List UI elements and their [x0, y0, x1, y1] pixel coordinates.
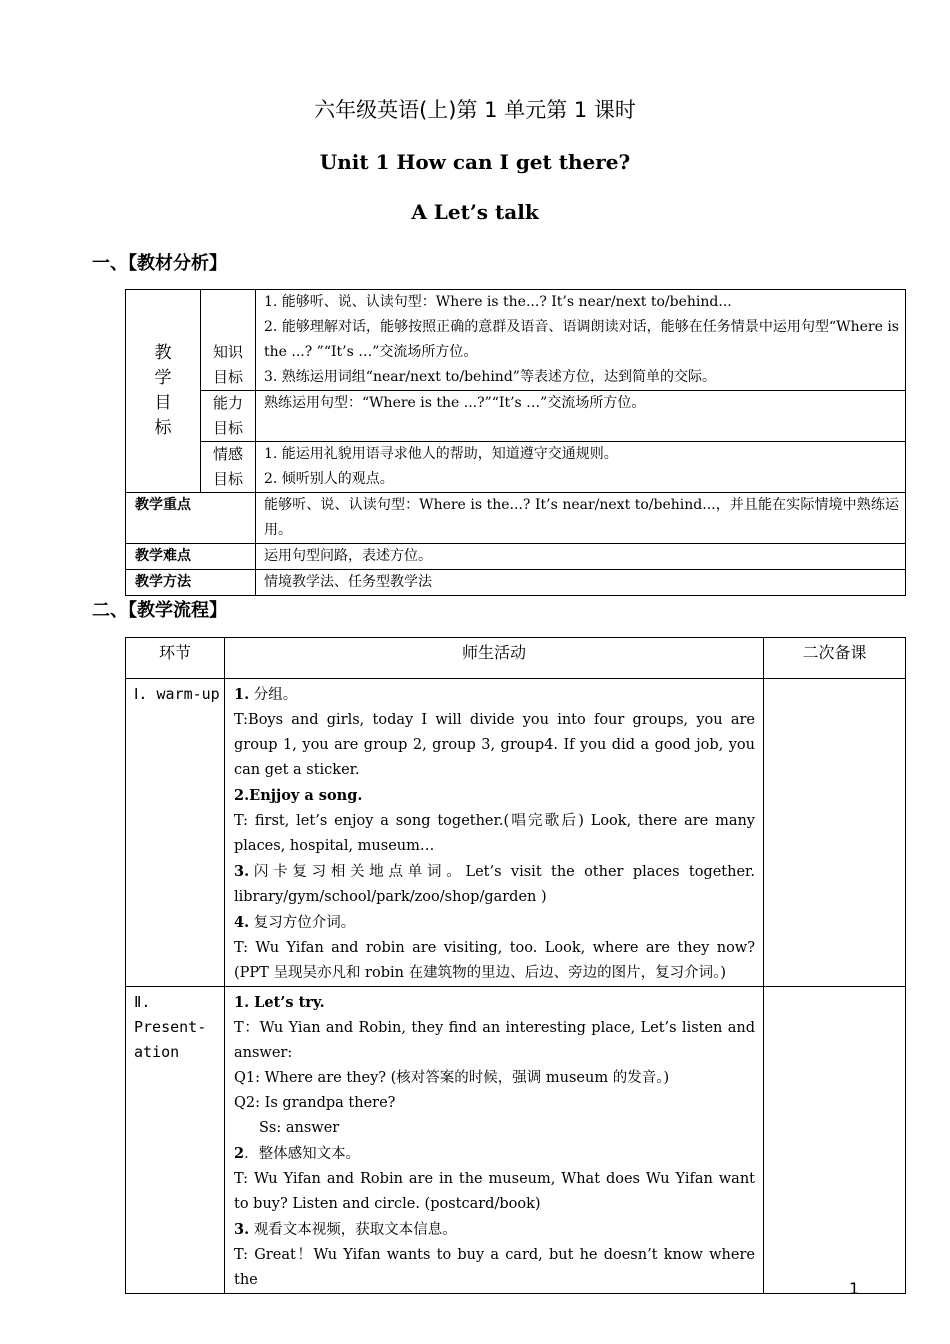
- header-stage: 环节: [126, 638, 225, 679]
- header-activities: 师生活动: [225, 638, 764, 679]
- activity-step-label: 4.: [234, 914, 250, 931]
- ability-goal-label: 能力 目标: [201, 391, 256, 442]
- activity-line: [234, 859, 755, 910]
- activity-step-text: 复习方位介词。: [249, 915, 356, 931]
- activity-line: [234, 1016, 755, 1066]
- emotion-goal-content: 1. 能运用礼貌用语寻求他人的帮助，知道遵守交通规则。 2. 倾听别人的观点。: [256, 442, 906, 493]
- activity-line: [234, 1116, 755, 1141]
- unit-title: Unit 1 How can I get there?: [319, 150, 631, 174]
- activity-step-text: 闪卡复习相关地点单词。Let’s visit the other places together. library/gym/school/park/zoo/shop/garden ): [234, 864, 755, 905]
- activity-line: [234, 809, 755, 859]
- activity-line: [234, 708, 755, 783]
- section-heading-analysis: 一、【教材分析】: [92, 253, 227, 274]
- stage-warm-up: Ⅰ. warm-up: [126, 679, 225, 987]
- activity-step-text: ．整体感知文本。: [244, 1146, 361, 1162]
- activity-line: [234, 1217, 755, 1243]
- knowledge-goal-content: 1. 能够听、说、认读句型：Where is the...? It’s near/next to/behind... 2. 能够理解对话，能够按照正确的意群及语音、语调朗读对话，能够在任务情景中运用句型“Where is the ...? ”“It’s …”交流场所方位。 3. 熟练运用词组“near/next to/behind”等表述方位，达到简单的交际。: [256, 290, 906, 391]
- teaching-method-label: 教学方法: [126, 570, 256, 596]
- activity-step-label: 3.: [234, 1221, 250, 1238]
- lesson-part-title: A Let’s talk: [411, 200, 539, 224]
- activity-line: [234, 1091, 755, 1116]
- activity-line: [234, 1167, 755, 1217]
- key-point-content: 能够听、说、认读句型：Where is the...? It’s near/next to/behind...，并且能在实际情境中熟练运用。: [256, 493, 906, 544]
- emotion-goal-label: 情感 目标: [201, 442, 256, 493]
- difficult-point-content: 运用句型问路，表述方位。: [256, 544, 906, 570]
- activity-step-text: T: first, let’s enjoy a song together.(唱完歌后) Look, there are many places, hospital, museum…: [234, 813, 755, 854]
- activity-step-text: 观看文本视频，获取文本信息。: [249, 1222, 457, 1238]
- section-heading-flow: 二、【教学流程】: [92, 600, 227, 621]
- activity-step-label: 2.Enjjoy a song.: [234, 787, 363, 804]
- activity-step-text: T：Wu Yian and Robin, they find an interesting place, Let’s listen and answer:: [234, 1020, 755, 1061]
- teaching-goals-label: 教 学 目 标: [126, 290, 201, 493]
- stage-presentation: Ⅱ. Present-ation: [126, 987, 225, 1294]
- header-second-prep: 二次备课: [764, 638, 906, 679]
- analysis-table: [125, 289, 906, 596]
- teaching-method-content: 情境教学法、任务型教学法: [256, 570, 906, 596]
- warm-up-activities: [225, 679, 764, 987]
- activity-step-label: 3.: [234, 863, 250, 880]
- activity-step-text: T: Wu Yifan and robin are visiting, too. Look, where are they now? (PPT 呈现吴亦凡和 robin 在建筑物的里边、后边、旁边的图片，复习介词。): [234, 940, 755, 981]
- activity-line: [234, 1243, 755, 1293]
- ability-goal-content: 熟练运用句型：“Where is the ...?”“It’s …”交流场所方位。: [256, 391, 906, 442]
- activity-step-text: Q1: Where are they? (核对答案的时候，强调 museum 的发音。): [234, 1070, 670, 1086]
- page-number: 1: [849, 1279, 860, 1298]
- activity-step-label: 2: [234, 1145, 245, 1162]
- activity-step-text: T: Wu Yifan and Robin are in the museum, What does Wu Yifan want to buy? Listen and circle. (postcard/book): [234, 1171, 755, 1212]
- activity-line: [234, 910, 755, 936]
- activity-step-text: Q2: Is grandpa there?: [234, 1095, 396, 1111]
- activity-line: [234, 682, 755, 708]
- teaching-flow-table: [125, 637, 906, 1294]
- knowledge-goal-label: 知识 目标: [201, 290, 256, 391]
- activity-line: [234, 783, 755, 809]
- key-point-label: 教学重点: [126, 493, 256, 544]
- activity-step-text: T: Great！Wu Yifan wants to buy a card, but he doesn’t know where the: [234, 1247, 755, 1288]
- activity-line: [234, 936, 755, 986]
- activity-step-text: 分组。: [249, 687, 298, 703]
- presentation-activities: [225, 987, 764, 1294]
- activity-line: [234, 990, 755, 1016]
- activity-step-label: 1. Let’s try.: [234, 994, 325, 1011]
- second-prep-cell: [764, 987, 906, 1294]
- activity-line: [234, 1141, 755, 1167]
- activity-line: [234, 1066, 755, 1091]
- second-prep-cell: [764, 679, 906, 987]
- activity-step-label: 1.: [234, 686, 250, 703]
- page-title-chinese: 六年级英语(上)第 1 单元第 1 课时: [314, 98, 636, 122]
- difficult-point-label: 教学难点: [126, 544, 256, 570]
- activity-step-text: Ss: answer: [259, 1120, 340, 1136]
- activity-step-text: T:Boys and girls, today I will divide you into four groups, you are group 1, you are group 2, group 3, group4. If you did a good job, you can get a sticker.: [234, 712, 755, 778]
